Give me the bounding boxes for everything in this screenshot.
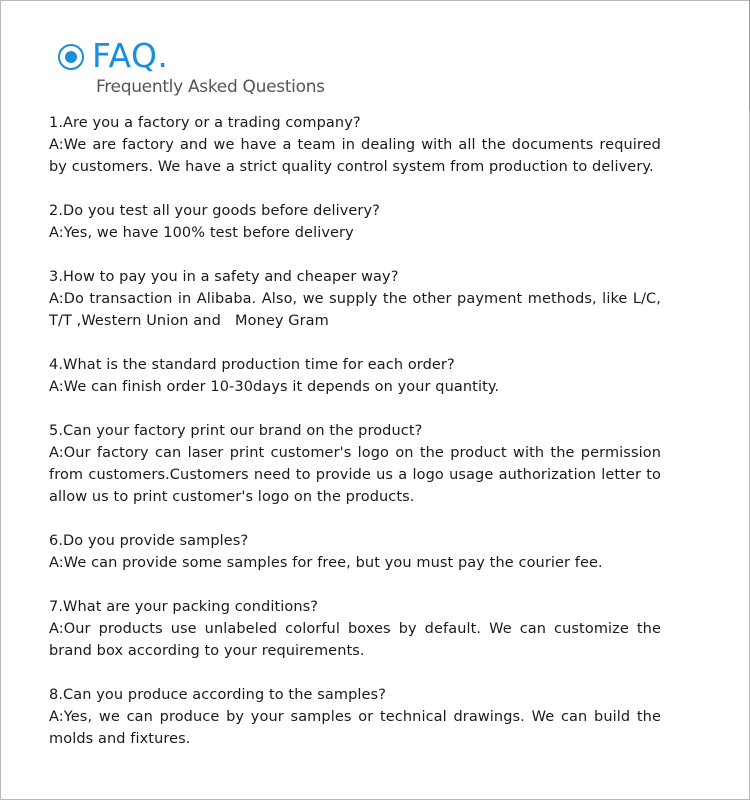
faq-list [49, 112, 666, 750]
faq-answer-6: A:We can provide some samples for free, but you must pay the courier fee. [49, 555, 603, 571]
faq-item-8 [49, 684, 661, 750]
faq-answer-8: A:Yes, we can produce by your samples or technical drawings. We can build the molds and fixtures. [49, 709, 661, 747]
faq-item-5 [49, 420, 661, 508]
faq-item-4 [49, 354, 661, 398]
faq-answer-2: A:Yes, we have 100% test before delivery [49, 225, 354, 241]
circle-bullet-dot [65, 51, 77, 63]
faq-question-7: 7.What are your packing conditions? [49, 599, 319, 615]
faq-question-6: 6.Do you provide samples? [49, 533, 249, 549]
faq-question-8: 8.Can you produce according to the samples? [49, 687, 386, 703]
faq-question-1: 1.Are you a factory or a trading company? [49, 115, 361, 131]
faq-item-1 [49, 112, 661, 178]
faq-question-2: 2.Do you test all your goods before delivery? [49, 203, 380, 219]
circle-bullet-icon [58, 44, 84, 70]
page-subtitle: Frequently Asked Questions [96, 77, 325, 97]
faq-question-4: 4.What is the standard production time for each order? [49, 357, 455, 373]
faq-item-7 [49, 596, 661, 662]
faq-answer-7: A:Our products use unlabeled colorful boxes by default. We can customize the brand box according to your requirements. [49, 621, 661, 659]
faq-question-3: 3.How to pay you in a safety and cheaper way? [49, 269, 399, 285]
page-title: FAQ. [92, 36, 169, 75]
faq-item-2 [49, 200, 661, 244]
faq-answer-1: A:We are factory and we have a team in dealing with all the documents required by customers. We have a strict quality control system from production to delivery. [49, 137, 661, 175]
faq-answer-5: A:Our factory can laser print customer's logo on the product with the permission from customers.Customers need to provide us a logo usage authorization letter to allow us to print customer's logo on the products. [49, 445, 661, 505]
faq-question-5: 5.Can your factory print our brand on the product? [49, 423, 423, 439]
faq-item-6 [49, 530, 661, 574]
faq-answer-3: A:Do transaction in Alibaba. Also, we supply the other payment methods, like L/C, T/T ,Western Union and Money Gram [49, 291, 666, 329]
faq-answer-4: A:We can finish order 10-30days it depends on your quantity. [49, 379, 500, 395]
faq-header [58, 38, 458, 108]
faq-item-3 [49, 266, 666, 332]
